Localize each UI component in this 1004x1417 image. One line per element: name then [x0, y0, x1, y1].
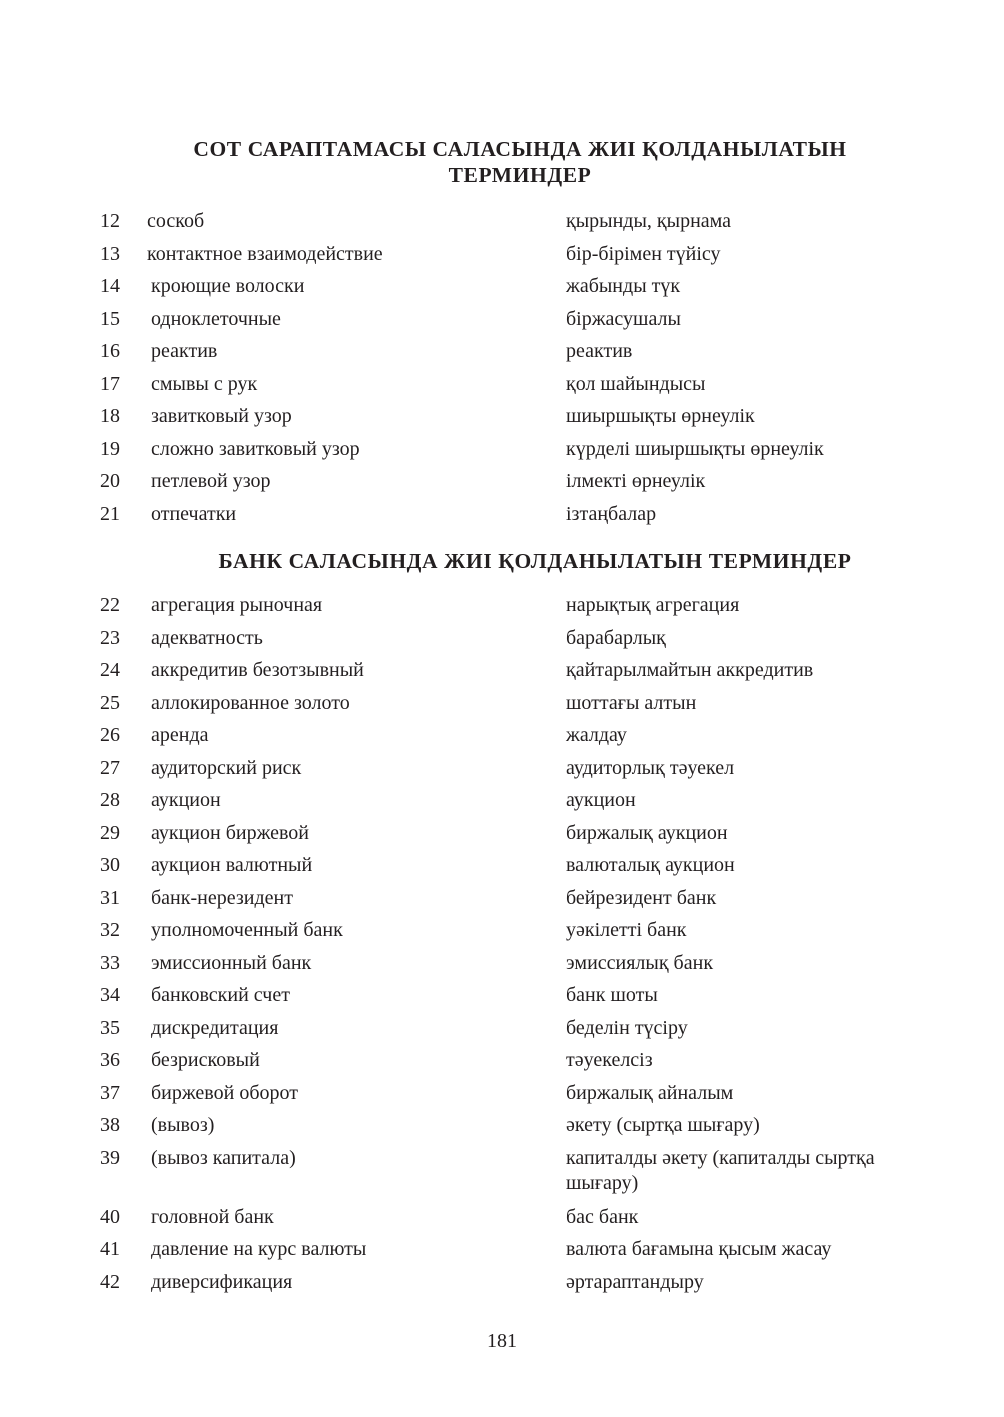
term-number: 25 — [100, 691, 120, 714]
term-number: 32 — [100, 919, 120, 941]
term-number: 22 — [100, 594, 120, 616]
term-kazakh: беделін түсіру — [566, 1016, 688, 1039]
term-row — [0, 400, 1004, 433]
term-russian: контактное взаимодействие — [147, 242, 383, 265]
term-row — [0, 654, 1004, 687]
term-row — [0, 849, 1004, 882]
term-number: 33 — [100, 951, 120, 974]
term-russian: диверсификация — [151, 1270, 293, 1293]
term-row — [0, 270, 1004, 303]
term-russian: аккредитив безотзывный — [151, 659, 364, 681]
term-kazakh: биржалық айналым — [566, 1081, 734, 1104]
banking-terms-list — [0, 589, 1004, 1298]
term-kazakh: бейрезидент банк — [566, 886, 717, 909]
term-number: 18 — [100, 405, 120, 427]
term-row — [0, 368, 1004, 401]
term-kazakh: күрделі шиыршықты өрнеулік — [566, 437, 824, 460]
term-kazakh: бас банк — [566, 1205, 639, 1228]
term-russian: одноклеточные — [151, 307, 281, 330]
heading-line-1: СОТ САРАПТАМАСЫ САЛАСЫНДА ЖИІ ҚОЛДАНЫЛАТЫН — [193, 137, 847, 161]
term-number: 24 — [100, 659, 120, 681]
term-row — [0, 622, 1004, 655]
term-number: 29 — [100, 821, 120, 844]
heading-line-2: ТЕРМИНДЕР — [448, 163, 592, 187]
term-number: 23 — [100, 626, 120, 649]
term-row — [0, 303, 1004, 336]
term-russian: аренда — [151, 724, 209, 746]
term-russian: (вывоз капитала) — [151, 1146, 296, 1169]
term-russian: аудиторский риск — [151, 756, 302, 779]
term-kazakh: біржасушалы — [566, 307, 681, 330]
term-row — [0, 205, 1004, 238]
term-number: 30 — [100, 854, 120, 876]
term-kazakh: ізтаңбалар — [566, 502, 657, 525]
forensic-terms-list — [0, 205, 1004, 530]
term-row — [0, 1266, 1004, 1299]
term-kazakh: реактив — [566, 340, 633, 362]
term-kazakh: бір-бірімен түйісу — [566, 242, 721, 265]
term-russian: адекватность — [151, 626, 263, 649]
term-number: 35 — [100, 1016, 120, 1039]
term-row — [0, 1142, 1004, 1201]
term-row — [0, 1201, 1004, 1234]
term-number: 20 — [100, 470, 120, 492]
term-russian: аллокированное золото — [151, 691, 350, 714]
term-russian: агрегация рыночная — [151, 594, 323, 616]
term-russian: банковский счет — [151, 984, 290, 1006]
term-number: 39 — [100, 1146, 120, 1169]
term-russian: (вывоз) — [151, 1114, 215, 1136]
section-heading-forensic — [130, 136, 910, 188]
term-row — [0, 979, 1004, 1012]
section-heading-banking: БАНК САЛАСЫНДА ЖИІ ҚОЛДАНЫЛАТЫН ТЕРМИНДЕР — [218, 549, 852, 573]
term-number: 17 — [100, 372, 120, 395]
term-row — [0, 687, 1004, 720]
term-number: 31 — [100, 886, 120, 909]
term-kazakh: ілмекті өрнеулік — [566, 470, 706, 492]
term-number: 14 — [100, 275, 120, 297]
term-number: 37 — [100, 1081, 120, 1104]
term-number: 21 — [100, 502, 120, 525]
term-russian: дискредитация — [151, 1016, 279, 1039]
term-kazakh: әкету (сыртқа шығару) — [566, 1114, 760, 1136]
term-russian: петлевой узор — [151, 470, 271, 492]
term-kazakh: валюталық аукцион — [566, 854, 735, 876]
term-number: 27 — [100, 756, 120, 779]
term-kazakh: қырынды, қырнама — [566, 210, 732, 232]
term-russian: головной банк — [151, 1205, 274, 1228]
term-number: 36 — [100, 1049, 120, 1071]
term-russian: безрисковый — [151, 1049, 260, 1071]
term-row — [0, 914, 1004, 947]
term-russian: сложно завитковый узор — [151, 437, 360, 460]
term-russian: завитковый узор — [151, 405, 292, 427]
term-row — [0, 1109, 1004, 1142]
term-kazakh: барабарлық — [566, 626, 666, 649]
term-russian: биржевой оборот — [151, 1081, 298, 1104]
term-russian: давление на курс валюты — [151, 1238, 367, 1260]
term-kazakh: жалдау — [566, 724, 627, 746]
term-kazakh: аукцион — [566, 789, 636, 811]
term-kazakh: қол шайындысы — [566, 372, 706, 395]
term-number: 42 — [100, 1270, 120, 1293]
term-kazakh: капиталды әкету (капиталды сыртқа шығару) — [566, 1146, 875, 1194]
term-row — [0, 335, 1004, 368]
term-kazakh: аудиторлық тәуекел — [566, 756, 735, 779]
term-kazakh: шиыршықты өрнеулік — [566, 405, 755, 427]
term-number: 16 — [100, 340, 120, 362]
term-row — [0, 433, 1004, 466]
term-kazakh: валюта бағамына қысым жасау — [566, 1238, 832, 1260]
term-number: 40 — [100, 1205, 120, 1228]
term-kazakh: банк шоты — [566, 984, 658, 1006]
term-row — [0, 589, 1004, 622]
term-russian: аукцион биржевой — [151, 821, 310, 844]
term-kazakh: уәкілетті банк — [566, 919, 687, 941]
term-row — [0, 1077, 1004, 1110]
term-number: 15 — [100, 307, 120, 330]
term-russian: реактив — [151, 340, 218, 362]
term-kazakh: қайтарылмайтын аккредитив — [566, 659, 814, 681]
term-row — [0, 784, 1004, 817]
term-kazakh: тәуекелсіз — [566, 1049, 653, 1071]
term-number: 19 — [100, 437, 120, 460]
term-number: 28 — [100, 789, 120, 811]
term-russian: уполномоченный банк — [151, 919, 343, 941]
term-row — [0, 947, 1004, 980]
term-row — [0, 1233, 1004, 1266]
term-russian: аукцион — [151, 789, 221, 811]
term-russian: отпечатки — [151, 502, 237, 525]
term-number: 13 — [100, 242, 120, 265]
term-row — [0, 752, 1004, 785]
term-number: 38 — [100, 1114, 120, 1136]
term-russian: смывы с рук — [151, 372, 258, 395]
term-number: 12 — [100, 210, 120, 232]
term-number: 41 — [100, 1238, 120, 1260]
term-kazakh: нарықтық агрегация — [566, 594, 740, 616]
term-russian: банк-нерезидент — [151, 886, 293, 909]
term-russian: аукцион валютный — [151, 854, 313, 876]
term-row — [0, 817, 1004, 850]
page-number: 181 — [487, 1330, 517, 1352]
term-row — [0, 238, 1004, 271]
term-kazakh: эмиссиялық банк — [566, 951, 714, 974]
term-row — [0, 719, 1004, 752]
term-russian: эмиссионный банк — [151, 951, 312, 974]
term-kazakh: жабынды түк — [566, 275, 681, 297]
term-row — [0, 1012, 1004, 1045]
term-number: 34 — [100, 984, 120, 1006]
term-kazakh: биржалық аукцион — [566, 821, 728, 844]
term-number: 26 — [100, 724, 120, 746]
term-kazakh: шоттағы алтын — [566, 691, 697, 714]
term-russian: кроющие волоски — [151, 275, 305, 297]
term-row — [0, 882, 1004, 915]
term-row — [0, 498, 1004, 531]
term-russian: соскоб — [147, 210, 205, 232]
term-row — [0, 465, 1004, 498]
term-kazakh: әртараптандыру — [566, 1270, 704, 1293]
term-row — [0, 1044, 1004, 1077]
